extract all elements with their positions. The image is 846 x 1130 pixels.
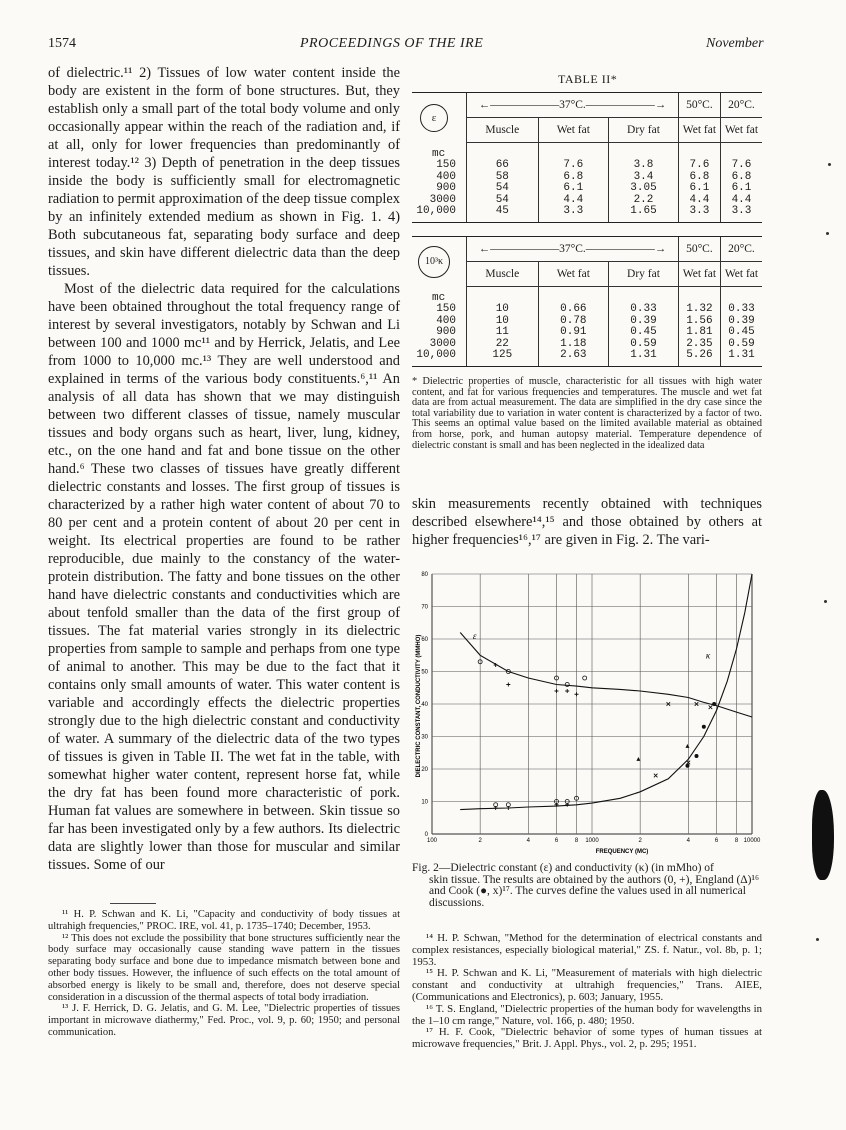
dry-fat-37-column: 0.33 0.39 0.45 0.59 1.31 [609,287,679,367]
body-paragraph: of dielectric.¹¹ 2) Tissues of low water content inside the body are existent in the form of bone structures. But, they establish only a small part of the total body volume and only occasionally appear within the reach of the radiation and, if at all, only for lower frequencies than predominantly of interest today.¹² 3) Depth of penetration in the deep tissues inside the body is sufficiently small for electromagnetic radiation to permit approximation of the deep tissue complex by an infinitely extended medium as shown in Fig. 1. 4) Both subcutaneous fat, separating body surface and deep tissues, and skin have different dielectric data than the deep tissues. [48,65,400,279]
temp-20-header: 20°C. [720,237,762,262]
wet-fat-20-column: 7.6 6.8 6.1 4.4 3.3 [720,143,762,223]
footnote: ¹⁵ H. P. Schwan and K. Li, "Measurement of materials with high dielectric constant and conductivity at ultrahigh frequencies," Trans. AIEE, (Communications and Electronics), p. 603; January, 1955. [412,967,762,1003]
temp-37-header: ←——————37°C.——————→ [467,93,679,118]
y-tick-label: 60 [421,637,428,643]
footnote: ¹² This does not exclude the possibility that bone structures sufficiently near the body surface may occasionally cause standing wave pattern in the tissues separating body surface and bone due to impedance mismatch between bone and other body tissues. However, the influence of such effects on the total amount of absorbed energy is likely to be small and, therefore, does not deserve special consideration in a discussion of the thermal aspects of total body irradiation. [48,932,400,1003]
muscle-column: 10 10 11 22 125 [467,287,539,367]
x-tick-label: 2 [478,838,482,844]
conductivity-table [412,236,762,367]
x-tick-label: 8 [734,838,739,844]
wet-fat-37-column: 7.6 6.8 6.1 4.4 3.3 [538,143,608,223]
figure-caption: Fig. 2—Dielectric constant (ε) and conductivity (κ) (in mMho) of skin tissue. The results are obtained by the authors (0, +), England (Δ)¹⁶ and Cook (●, x)¹⁷. The curves define the values used in all numerical discussions. [412,862,759,909]
footnote: ¹⁷ H. F. Cook, "Dielectric behavior of some types of human tissues at microwave frequencies," Brit. J. Appl. Phys., vol. 2, p. 295; 1951. [412,1026,762,1051]
x-tick-label: 4 [526,838,531,844]
col-header: Wet fat [538,262,608,287]
curve-κ [460,574,752,810]
col-header: Wet fat [678,118,720,143]
x-axis-label: FREQUENCY (MC) [595,849,649,855]
col-header: Wet fat [538,118,608,143]
y-tick-label: 40 [421,702,428,708]
y-tick-label: 80 [421,572,428,578]
wet-fat-37-column: 0.66 0.78 0.91 1.18 2.63 [538,287,608,367]
scan-edge-mark [812,790,834,880]
chart-markers [478,660,716,810]
page-number: 1574 [48,36,76,51]
dry-fat-37-column: 3.8 3.4 3.05 2.2 1.65 [609,143,679,223]
x-tick-label: 1000 [585,838,599,844]
issue-month: November [706,36,764,51]
y-tick-label: 30 [421,734,428,741]
col-header: Wet fat [720,262,762,287]
marker-x [709,705,713,709]
kappa-symbol: 10³κ [418,246,450,278]
y-tick-label: 50 [421,669,428,676]
temp-20-header: 20°C. [720,93,762,118]
x-tick-label: 8 [574,838,579,844]
left-column-body [48,64,400,874]
wet-fat-20-column: 0.33 0.39 0.45 0.59 1.31 [720,287,762,367]
footnote: ¹¹ H. P. Schwan and K. Li, "Capacity and conductivity of body tissues at ultrahigh frequencies," PROC. IRE, vol. 41, p. 1735–1740; December, 1953. [48,909,400,932]
marker-dot [702,725,706,729]
temp-37-header: ←——————37°C.——————→ [467,237,679,262]
epsilon-symbol: ε [420,104,448,132]
y-tick-label: 70 [421,604,428,611]
frequency-column: mc 150 400 900 3000 10,000 [412,287,467,367]
left-footnotes [48,909,400,1039]
marker-plus [574,692,578,696]
curve-ε [460,633,752,718]
y-tick-label: 10 [421,799,428,806]
marker-plus [555,689,559,693]
col-header: Wet fat [678,262,720,287]
col-header: Muscle [467,262,539,287]
marker-triangle [685,744,689,748]
body-paragraph: Most of the dielectric data required for the calculations have been obtained throughout the total frequency range of interest by several investigators, notably by Schwan and Li between 100 and 1000 mc¹¹ and by Herrick, Jelatis, and Lee from 1000 to 10,000 mc.¹³ They are well understood and explained in terms of the various body constituents.⁶,¹¹ An analysis of all data has shown that we may distinguish between two different classes of tissue, namely muscular tissues and body organs such as heart, liver, lung, kidney, etc., on the one hand and fat and bone tissue on the other hand.⁶ These two classes of tissues have greatly different dielectric constants and losses. The first group of tissues is characterized by a rather high water content of about 70 to 80 per cent and a protein content of about 20 per cent in weight. Its electrical properties are found to be rather reproducible, due mainly to the constancy of the water-protein distribution. The fatty and bone tissues on the other hand have dielectric constants and conductivities which are about tenfold smaller than the data of the first group of tissues. The fat material varies strongly in its dielectric properties from sample to sample and perhaps from one type of animal to another. This may be due to the fact that it contains only small amounts of water. This water content is variable and accordingly effects the dielectric properties strongly due to the high dielectric constant and conductivity of water. A summary of the dielectric data of the two types of tissues is given in Table II. The wet fat in the table, with somewhat higher water content, represent horse fat, while the dry fat has been found more characteristic of pork. Human fat values are somewhere in between. Skin tissue so far has been investigated only by a few authors. Its dielectric data are slightly lower than those for muscular and similar tissues. Some of our [48,281,400,873]
wet-fat-50-column: 7.6 6.8 6.1 4.4 3.3 [678,143,720,223]
scan-speck [828,163,831,166]
scan-speck [816,938,819,941]
y-axis-label: DIELECTRIC CONSTANT, CONDUCTIVITY (MMHO) [416,634,422,778]
right-column-body: skin measurements recently obtained with techniques described elsewhere¹⁴,¹⁵ and those obtained by others at higher frequencies¹⁶,¹⁷ are given in Fig. 2. The vari- [412,496,762,548]
marker-plus [506,683,510,687]
x-tick-label: 10000 [743,838,761,844]
right-footnotes [412,933,762,1051]
marker-triangle [636,757,640,761]
marker-dot [685,764,689,768]
chart-curves [460,574,752,810]
marker-dot [712,702,716,706]
col-header: Dry fat [609,262,679,287]
footnote: ¹³ J. F. Herrick, D. G. Jelatis, and G. M. Lee, "Dielectric properties of tissues important in microwave diathermy," Fed. Proc., vol. 9, p. 60; 1950; and personal communication. [48,1003,400,1038]
x-tick-label: 6 [714,838,719,844]
curve-label: ε [472,631,477,641]
wet-fat-50-column: 1.32 1.56 1.81 2.35 5.26 [678,287,720,367]
temp-50-header: 50°C. [678,237,720,262]
footnote: ¹⁴ H. P. Schwan, "Method for the determination of electrical constants and complex resistances, especially biological material," ZS. f. Natur., vol. 8b, p. 1; 1953. [412,932,762,968]
x-tick-label: 6 [554,838,559,844]
table-caption: TABLE II* [558,72,618,86]
epsilon-table [412,92,762,223]
temp-50-header: 50°C. [678,93,720,118]
journal-title: PROCEEDINGS OF THE IRE [300,36,484,51]
curve-label: κ [705,650,711,661]
x-tick-label: 4 [686,838,691,844]
scan-speck [826,232,829,235]
marker-dot [695,754,699,758]
x-tick-label: 2 [638,838,642,844]
muscle-column: 66 58 54 54 45 [467,143,539,223]
col-header: Wet fat [720,118,762,143]
marker-plus [565,689,569,693]
table-footnote: * Dielectric properties of muscle, characteristic for all tissues with high water content, and fat for various frequencies and temperatures. The muscle and wet fat data are from actual measurement. The data are simplified in the dry case since the total variability due to variation in water content is characterized by a factor of two. This seems an optimal value based on the limited available material as obtained from horse, pork, and human autopsy material. Temperature dependence of dielectric constant is small and has been neglected in the idealized data [412,376,762,451]
footnote-rule [110,903,156,904]
marker-circle [583,676,587,680]
scan-speck [824,600,827,603]
figure-2-chart [412,568,762,858]
col-header: Dry fat [609,118,679,143]
frequency-column: mc 150 400 900 3000 10,000 [412,143,467,223]
col-header: Muscle [467,118,539,143]
y-tick-label: 0 [424,832,428,838]
chart-grid [432,574,752,834]
x-tick-label: 100 [426,838,438,844]
marker-x [654,774,658,778]
footnote: ¹⁶ T. S. England, "Dielectric properties of the human body for wavelengths in the 1–10 cm range," Nature, vol. 166, p. 480; 1950. [412,1002,762,1027]
y-tick-label: 20 [421,767,428,773]
